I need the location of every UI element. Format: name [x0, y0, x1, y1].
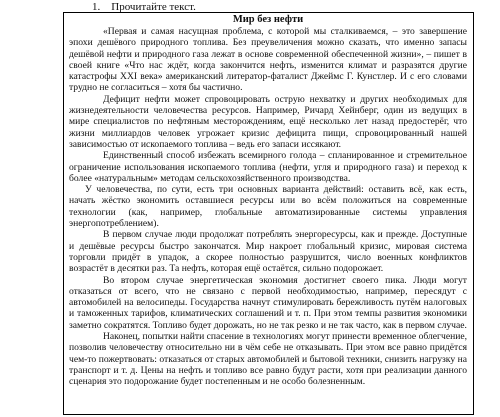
- text-frame: [63, 12, 474, 415]
- paragraph-7: Наконец, попытки найти спасение в технологиях могут принести временное облегчение, позволив человечеству относительно ни в чём себе не отказывать. При этом все равно придётся чем-то пожертвовать: отказаться от старых автомобилей и бытовой техники, снизить нагрузку на транспорт и т. д. Цены на нефть и топливо все равно будут расти, хотя при реализации данного сценария это подорожание будет постепенным и не особо болезненным.: [69, 331, 468, 388]
- paragraph-2: Дефицит нефти может спровоцировать острую нехватку и других необходимых для жизнедеятельности человечества ресурсов. Например, Ричард Хейнберг, один из ведущих в мире специалистов по нефтяным месторождениям, ещё несколько лет назад предостерёг, что жизни миллиардов человек угрожает кризис дефицита пищи, спровоцированный нашей зависимостью от ископаемого топлива – ведь его запаси иссякают.: [69, 93, 467, 150]
- paragraph-5: В первом случае люди продолжат потреблять энергоресурсы, как и прежде. Доступные и дешёвые ресурсы быстро закончатся. Мир накроет глобальный кризис, мировая система торговли придёт в упадок, а скорее полностью разрушится, число военных конфликтов возрастёт в десятки раз. Та нефть, которая ещё остаётся, сильно подорожает.: [69, 229, 467, 275]
- task-number: 1.: [92, 1, 101, 13]
- paragraph-3: Единственный способ избежать всемирного голода – спланированное и стремительное ограничение использования ископаемого топлива (нефти, угля и природного газа) и переход к более «натуральным» методам сельскохозяйственного производства.: [69, 150, 467, 184]
- document-title: Мир без нефти: [232, 14, 304, 25]
- paragraph-4: У человечества, по сути, есть три основных варианта действий: оставить всё, как есть, начать жёстко экономить оставшиеся ресурсы или во всём положиться на современные технологии (как, например, глобальные автоматизированные системы управления энергопотреблением).: [69, 184, 467, 230]
- paragraph-6: Во втором случае энергетическая экономия достигнет своего пика. Люди могут отказаться от всего, что не связано с первой необходимостью, например, пересядут с автомобилей на велосипеды. Государства начнут стимулировать бережливость путём налоговых и таможенных тарифов, климатических соглашений и т. п. При этом темпы развития экономики заметно сократятся. Топливо будет дорожать, но не так резко и не так часто, как в первом случае.: [69, 274, 467, 331]
- paragraph-1: «Первая и самая насущная проблема, с которой мы сталкиваемся, – это завершение эпохи дешёвого природного топлива. Без преувеличения можно сказать, что именно запасы дешёвой нефти и природного газа лежат в основе современной обеспеченной жизни», – пишет в своей книге «Что нас ждёт, когда закончится нефть, изменится климат и разразятся другие катастрофы XXI века» американский литератор-фаталист Джеймс Г. Кунстлер. И с его словами трудно не согласиться – хотя бы частично.: [69, 26, 467, 94]
- task-instruction: Прочитайте текст.: [111, 1, 196, 13]
